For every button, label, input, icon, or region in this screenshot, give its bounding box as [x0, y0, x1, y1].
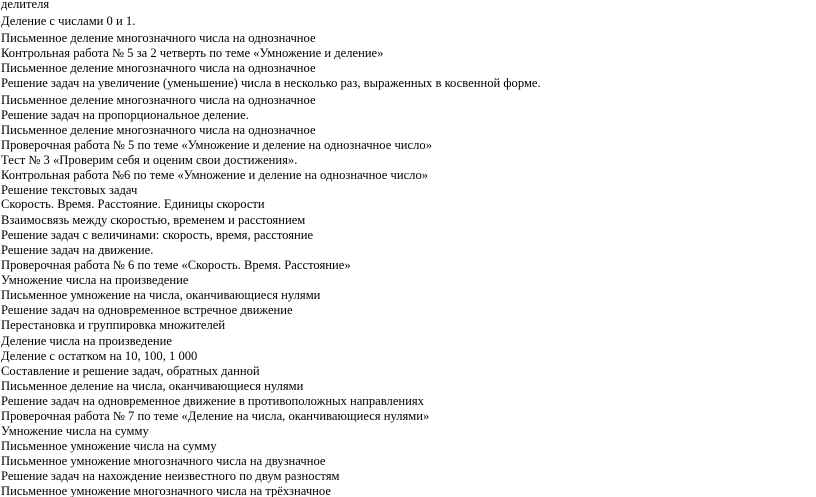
text-line: Составление и решение задач, обратных данной	[1, 364, 260, 378]
text-line: делителя	[1, 0, 50, 11]
text-line: Решение задач на увеличение (уменьшение) числа в несколько раз, выраженных в косвенной форме.	[1, 76, 541, 90]
text-line: Решение задач на пропорциональное деление.	[1, 108, 249, 122]
text-line: Письменное деление многозначного числа на однозначное	[1, 123, 316, 137]
text-line: Письменное деление многозначного числа на однозначное	[1, 31, 316, 45]
text-line: Контрольная работа №6 по теме «Умножение и деление на однозначное число»	[1, 168, 429, 182]
text-line: Решение задач на одновременное встречное движение	[1, 303, 293, 317]
text-line: Решение задач на нахождение неизвестного по двум разностям	[1, 469, 340, 483]
text-line: Перестановка и группировка множителей	[1, 318, 226, 332]
text-line: Деление с остатком на 10, 100, 1 000	[1, 349, 198, 363]
text-line: Письменное умножение многозначного числа на двузначное	[1, 454, 326, 468]
text-line: Скорость. Время. Расстояние. Единицы скорости	[1, 197, 265, 211]
text-line: Проверочная работа № 7 по теме «Деление на числа, оканчивающиеся нулями»	[1, 409, 430, 423]
text-line: Письменное умножение числа на сумму	[1, 439, 217, 453]
text-line: Проверочная работа № 5 по теме «Умножение и деление на однозначное число»	[1, 138, 433, 152]
text-line: Деление числа на произведение	[1, 334, 172, 348]
text-line: Решение задач на одновременное движение в противоположных направлениях	[1, 394, 424, 408]
text-line: Умножение числа на сумму	[1, 424, 149, 438]
text-line: Решение текстовых задач	[1, 183, 138, 197]
text-line: Письменное деление многозначного числа на однозначное	[1, 93, 316, 107]
text-line: Тест № 3 «Проверим себя и оценим свои достижения».	[1, 153, 298, 167]
text-line: Решение задач с величинами: скорость, время, расстояние	[1, 228, 314, 242]
text-line: Проверочная работа № 6 по теме «Скорость. Время. Расстояние»	[1, 258, 351, 272]
text-line: Умножение числа на произведение	[1, 273, 189, 287]
text-line: Взаимосвязь между скоростью, временем и расстоянием	[1, 213, 306, 227]
text-line: Письменное деление на числа, оканчивающиеся нулями	[1, 379, 304, 393]
text-line: Письменное деление многозначного числа на однозначное	[1, 61, 316, 75]
text-line: Контрольная работа № 5 за 2 четверть по теме «Умножение и деление»	[1, 46, 384, 60]
text-line: Деление с числами 0 и 1.	[1, 14, 136, 28]
text-line: Решение задач на движение.	[1, 243, 154, 257]
text-line: Письменное умножение на числа, оканчивающиеся нулями	[1, 288, 321, 302]
text-line: Письменное умножение многозначного числа на трёхзначное	[1, 484, 331, 497]
